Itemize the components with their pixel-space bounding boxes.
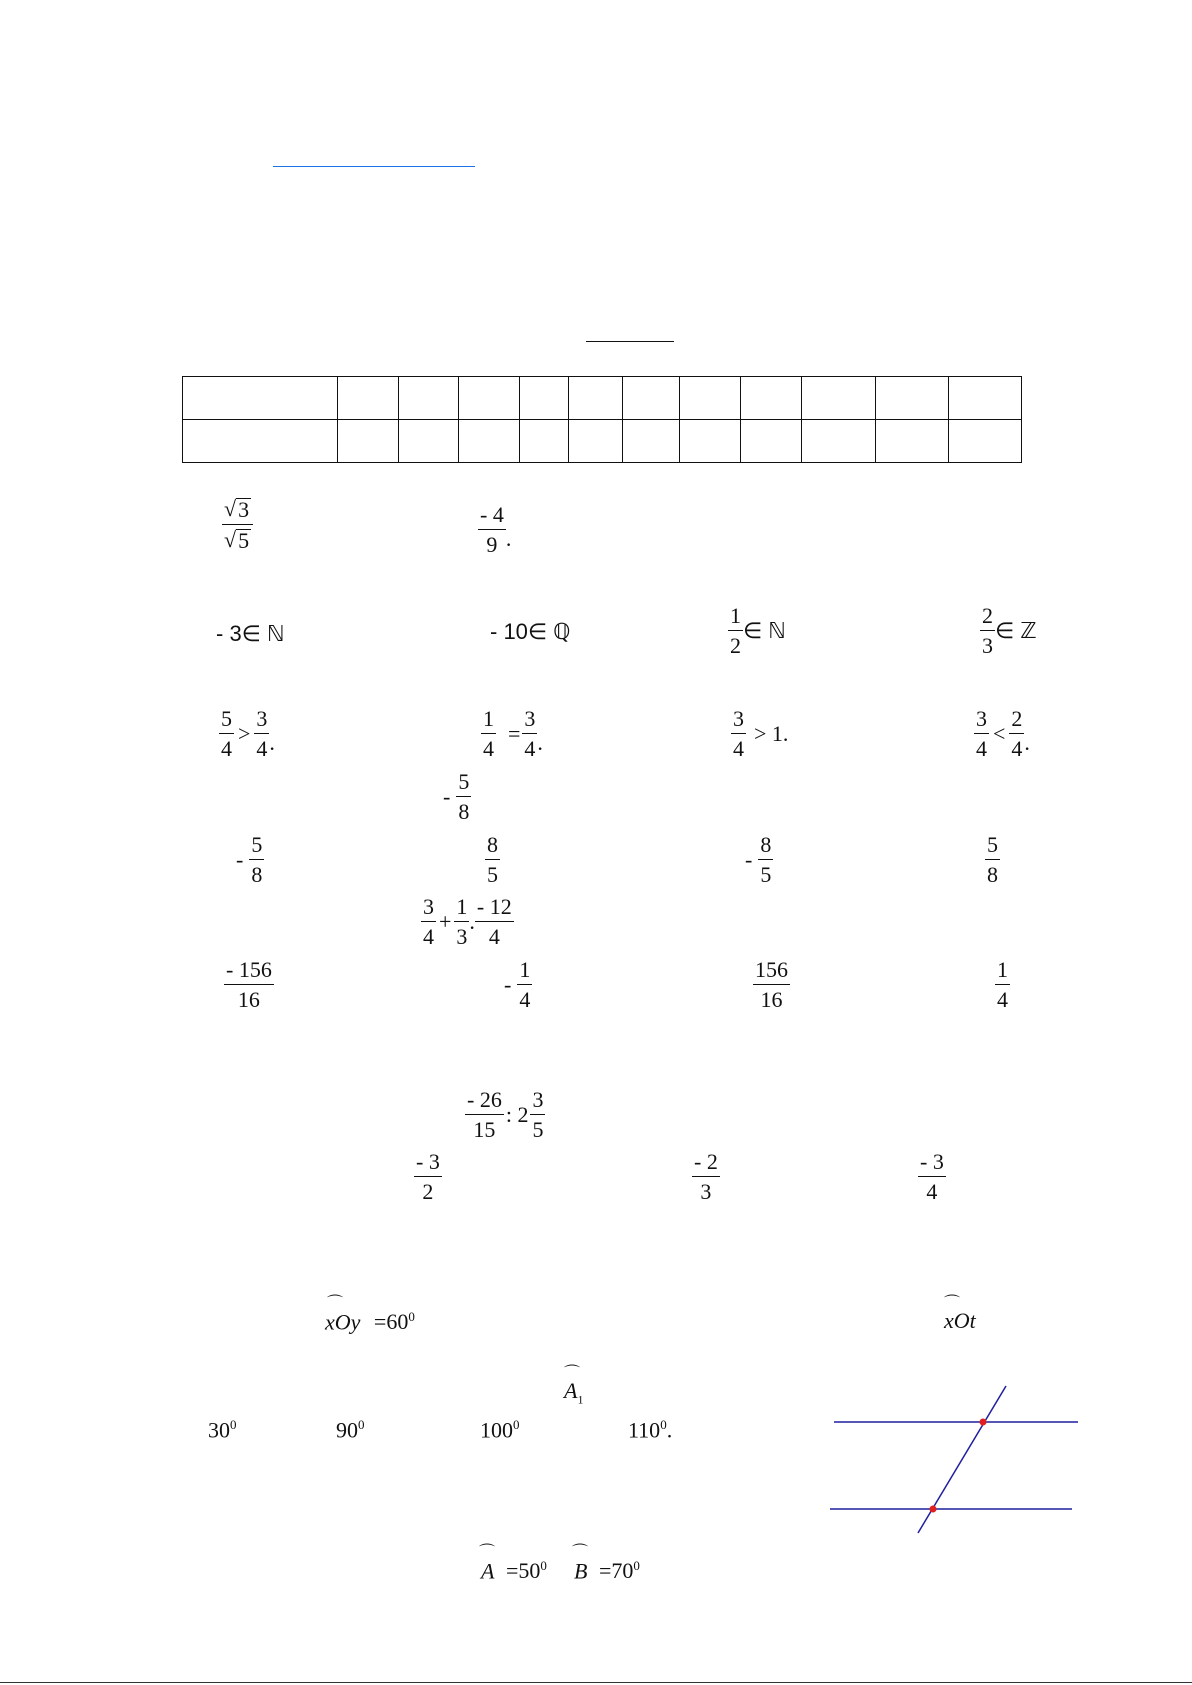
q2-option-d <box>980 605 1037 657</box>
denominator: 2 <box>730 633 741 658</box>
angle-hat-icon: ⌒ <box>564 1365 581 1382</box>
numerator: 1 <box>728 605 743 631</box>
numerator: 5 <box>249 834 264 860</box>
denominator: 4 <box>256 736 268 761</box>
q8-option-d <box>628 1418 672 1441</box>
q9-angle-b <box>572 1544 640 1584</box>
answer-table <box>182 376 1022 463</box>
table-cell[interactable] <box>338 377 399 420</box>
q6-option-d <box>918 1151 946 1203</box>
denominator: 8 <box>987 862 998 887</box>
period: . <box>505 526 512 551</box>
angle-hat-icon: ⌒ <box>944 1295 961 1312</box>
q1-sqrt-fraction: √ 3 √ 5 <box>222 498 253 552</box>
option-value: 100 <box>480 1417 513 1443</box>
table-cell[interactable] <box>399 377 459 420</box>
denominator: 4 <box>1011 736 1023 761</box>
set-membership: ∈ ℤ <box>995 618 1037 643</box>
numerator: - 26 <box>465 1089 504 1115</box>
degree-mark: 0 <box>660 1417 667 1432</box>
denominator: 5 <box>487 862 498 887</box>
denominator: 2 <box>422 1179 434 1204</box>
denominator: 4 <box>221 736 232 761</box>
operator: = <box>508 721 521 746</box>
sign: - <box>745 847 753 872</box>
table-cell[interactable] <box>876 377 949 420</box>
q6-prompt <box>465 1089 545 1141</box>
degree-mark: 0 <box>230 1417 237 1432</box>
table-cell[interactable] <box>741 420 802 463</box>
table-row <box>183 420 1022 463</box>
denominator: 9 <box>486 532 498 557</box>
q8-option-b <box>336 1418 365 1441</box>
numerator: 1 <box>995 959 1010 985</box>
table-cell[interactable] <box>520 420 569 463</box>
numerator: 8 <box>758 834 773 860</box>
table-cell[interactable] <box>520 377 569 420</box>
table-cell[interactable] <box>623 377 680 420</box>
denominator: 4 <box>519 987 531 1012</box>
table-cell[interactable] <box>459 377 520 420</box>
denominator: 15 <box>473 1117 496 1142</box>
numerator: 3 <box>731 708 746 734</box>
q4-option-b <box>485 834 500 886</box>
numerator: 1 <box>454 896 469 922</box>
numerator: 8 <box>485 834 500 860</box>
q5-option-b <box>504 959 532 1011</box>
q5-prompt <box>421 896 514 948</box>
degree-mark: 0 <box>540 1558 547 1573</box>
numerator: 3 <box>522 708 537 734</box>
q2-option-a: - 3∈ ℕ <box>216 621 285 646</box>
q7-angle-xot <box>944 1295 976 1333</box>
table-cell[interactable] <box>802 377 876 420</box>
page-bottom-line <box>0 1682 1192 1683</box>
denominator: 4 <box>997 987 1008 1012</box>
q8-angle-a1 <box>564 1365 584 1407</box>
numerator: - 12 <box>475 896 514 922</box>
table-cell[interactable] <box>338 420 399 463</box>
q2-option-b: - 10∈ ℚ <box>490 619 571 644</box>
denominator: 16 <box>760 987 783 1012</box>
numerator: 1 <box>517 959 532 985</box>
denominator: 3 <box>700 1179 712 1204</box>
table-cell[interactable] <box>183 420 338 463</box>
sign: - <box>443 784 451 809</box>
numerator: - 4 <box>478 504 506 530</box>
set-membership: ∈ ℕ <box>743 618 786 643</box>
denominator: 8 <box>251 862 263 887</box>
q3-option-a <box>219 708 275 760</box>
table-cell[interactable] <box>680 377 741 420</box>
table-cell[interactable] <box>680 420 741 463</box>
period: . <box>666 1417 673 1443</box>
angle-value: =50 <box>505 1558 541 1584</box>
degree-mark: 0 <box>513 1417 520 1432</box>
period: . <box>269 730 275 755</box>
numerator: 2 <box>980 605 995 631</box>
intersection-point-b <box>930 1506 937 1513</box>
q1-fraction <box>478 504 511 556</box>
option-value: 110 <box>628 1417 661 1443</box>
angle-name: A <box>564 1378 578 1403</box>
angle-name: B <box>574 1558 588 1584</box>
multiply-dot: . <box>469 909 475 934</box>
denominator: 4 <box>488 924 500 949</box>
q5-option-a <box>224 959 274 1011</box>
q2-option-c <box>728 605 786 657</box>
angle-name: A <box>481 1558 495 1584</box>
parallel-lines-figure <box>820 1380 1090 1540</box>
q4-option-d <box>985 834 1000 886</box>
numerator: - 3 <box>918 1151 946 1177</box>
numerator: 5 <box>219 708 234 734</box>
q5-option-d <box>995 959 1010 1011</box>
denominator: 4 <box>524 736 536 761</box>
operator: < <box>993 721 1006 746</box>
degree-mark: 0 <box>408 1309 415 1324</box>
period: . <box>1024 730 1030 755</box>
option-value: 30 <box>208 1417 230 1443</box>
numerator: 156 <box>753 959 790 985</box>
table-cell[interactable] <box>949 377 1022 420</box>
numerator: 5 <box>456 771 471 797</box>
operator: > <box>238 721 251 746</box>
q5-option-c <box>753 959 790 1011</box>
q3-option-b <box>481 708 543 760</box>
angle-value: =60 <box>373 1309 409 1335</box>
numerator: 3 <box>254 708 269 734</box>
option-value: 90 <box>336 1417 358 1443</box>
denominator: 4 <box>483 736 494 761</box>
angle-value: =70 <box>598 1558 634 1584</box>
angle-hat-icon: ⌒ <box>572 1544 589 1561</box>
numerator: 5 <box>985 834 1000 860</box>
intersection-point-a <box>980 1419 987 1426</box>
title-underline <box>586 341 674 342</box>
denominator: 4 <box>733 736 744 761</box>
table-cell[interactable] <box>876 420 949 463</box>
numerator: 2 <box>1009 708 1024 734</box>
table-cell[interactable] <box>949 420 1022 463</box>
operator: + <box>439 909 452 934</box>
table-cell[interactable] <box>569 420 623 463</box>
q3-option-d <box>974 708 1030 760</box>
q4-option-c <box>745 834 773 886</box>
radicand-num: 3 <box>238 497 250 522</box>
numerator: 3 <box>530 1089 545 1115</box>
sign: - <box>504 972 512 997</box>
numerator: - 3 <box>414 1151 442 1177</box>
table-cell[interactable] <box>183 377 338 420</box>
denominator: 3 <box>456 924 468 949</box>
denominator: 4 <box>926 1179 938 1204</box>
numerator: 1 <box>481 708 496 734</box>
numerator: 3 <box>421 896 436 922</box>
table-cell[interactable] <box>569 377 623 420</box>
denominator: 3 <box>982 633 993 658</box>
degree-mark: 0 <box>358 1417 365 1432</box>
denominator: 8 <box>458 799 470 824</box>
q6-option-c <box>692 1151 720 1203</box>
angle-name: xOy <box>325 1309 361 1335</box>
q3-option-c <box>731 708 788 760</box>
table-row <box>183 377 1022 420</box>
angle-subscript: 1 <box>577 1392 584 1407</box>
table-cell[interactable] <box>802 420 876 463</box>
q8-option-a <box>208 1418 237 1441</box>
table-cell[interactable] <box>741 377 802 420</box>
angle-hat-icon: ⌒ <box>327 1295 344 1312</box>
degree-mark: 0 <box>633 1558 640 1573</box>
q4-option-a <box>236 834 264 886</box>
denominator: 5 <box>760 862 772 887</box>
denominator: 5 <box>532 1117 544 1142</box>
numerator: - 156 <box>224 959 274 985</box>
table-cell[interactable] <box>399 420 459 463</box>
angle-hat-icon: ⌒ <box>479 1544 496 1561</box>
table-cell[interactable] <box>459 420 520 463</box>
numerator: - 2 <box>692 1151 720 1177</box>
denominator: 4 <box>976 736 987 761</box>
radicand-den: 5 <box>238 528 250 553</box>
denominator: 16 <box>237 987 260 1012</box>
link-underline <box>273 166 475 167</box>
denominator: 4 <box>423 924 434 949</box>
q8-option-c <box>480 1418 520 1441</box>
numerator: 3 <box>974 708 989 734</box>
sign: - <box>236 847 244 872</box>
angle-name: xOt <box>944 1308 976 1333</box>
q9-angle-a <box>479 1544 547 1584</box>
q7-angle-xoy <box>325 1295 415 1335</box>
table-cell[interactable] <box>623 420 680 463</box>
period: . <box>537 730 543 755</box>
operator: : 2 <box>505 1102 529 1127</box>
q6-option-b <box>414 1151 442 1203</box>
q4-prompt <box>443 771 471 823</box>
comparison: > 1. <box>754 721 789 746</box>
